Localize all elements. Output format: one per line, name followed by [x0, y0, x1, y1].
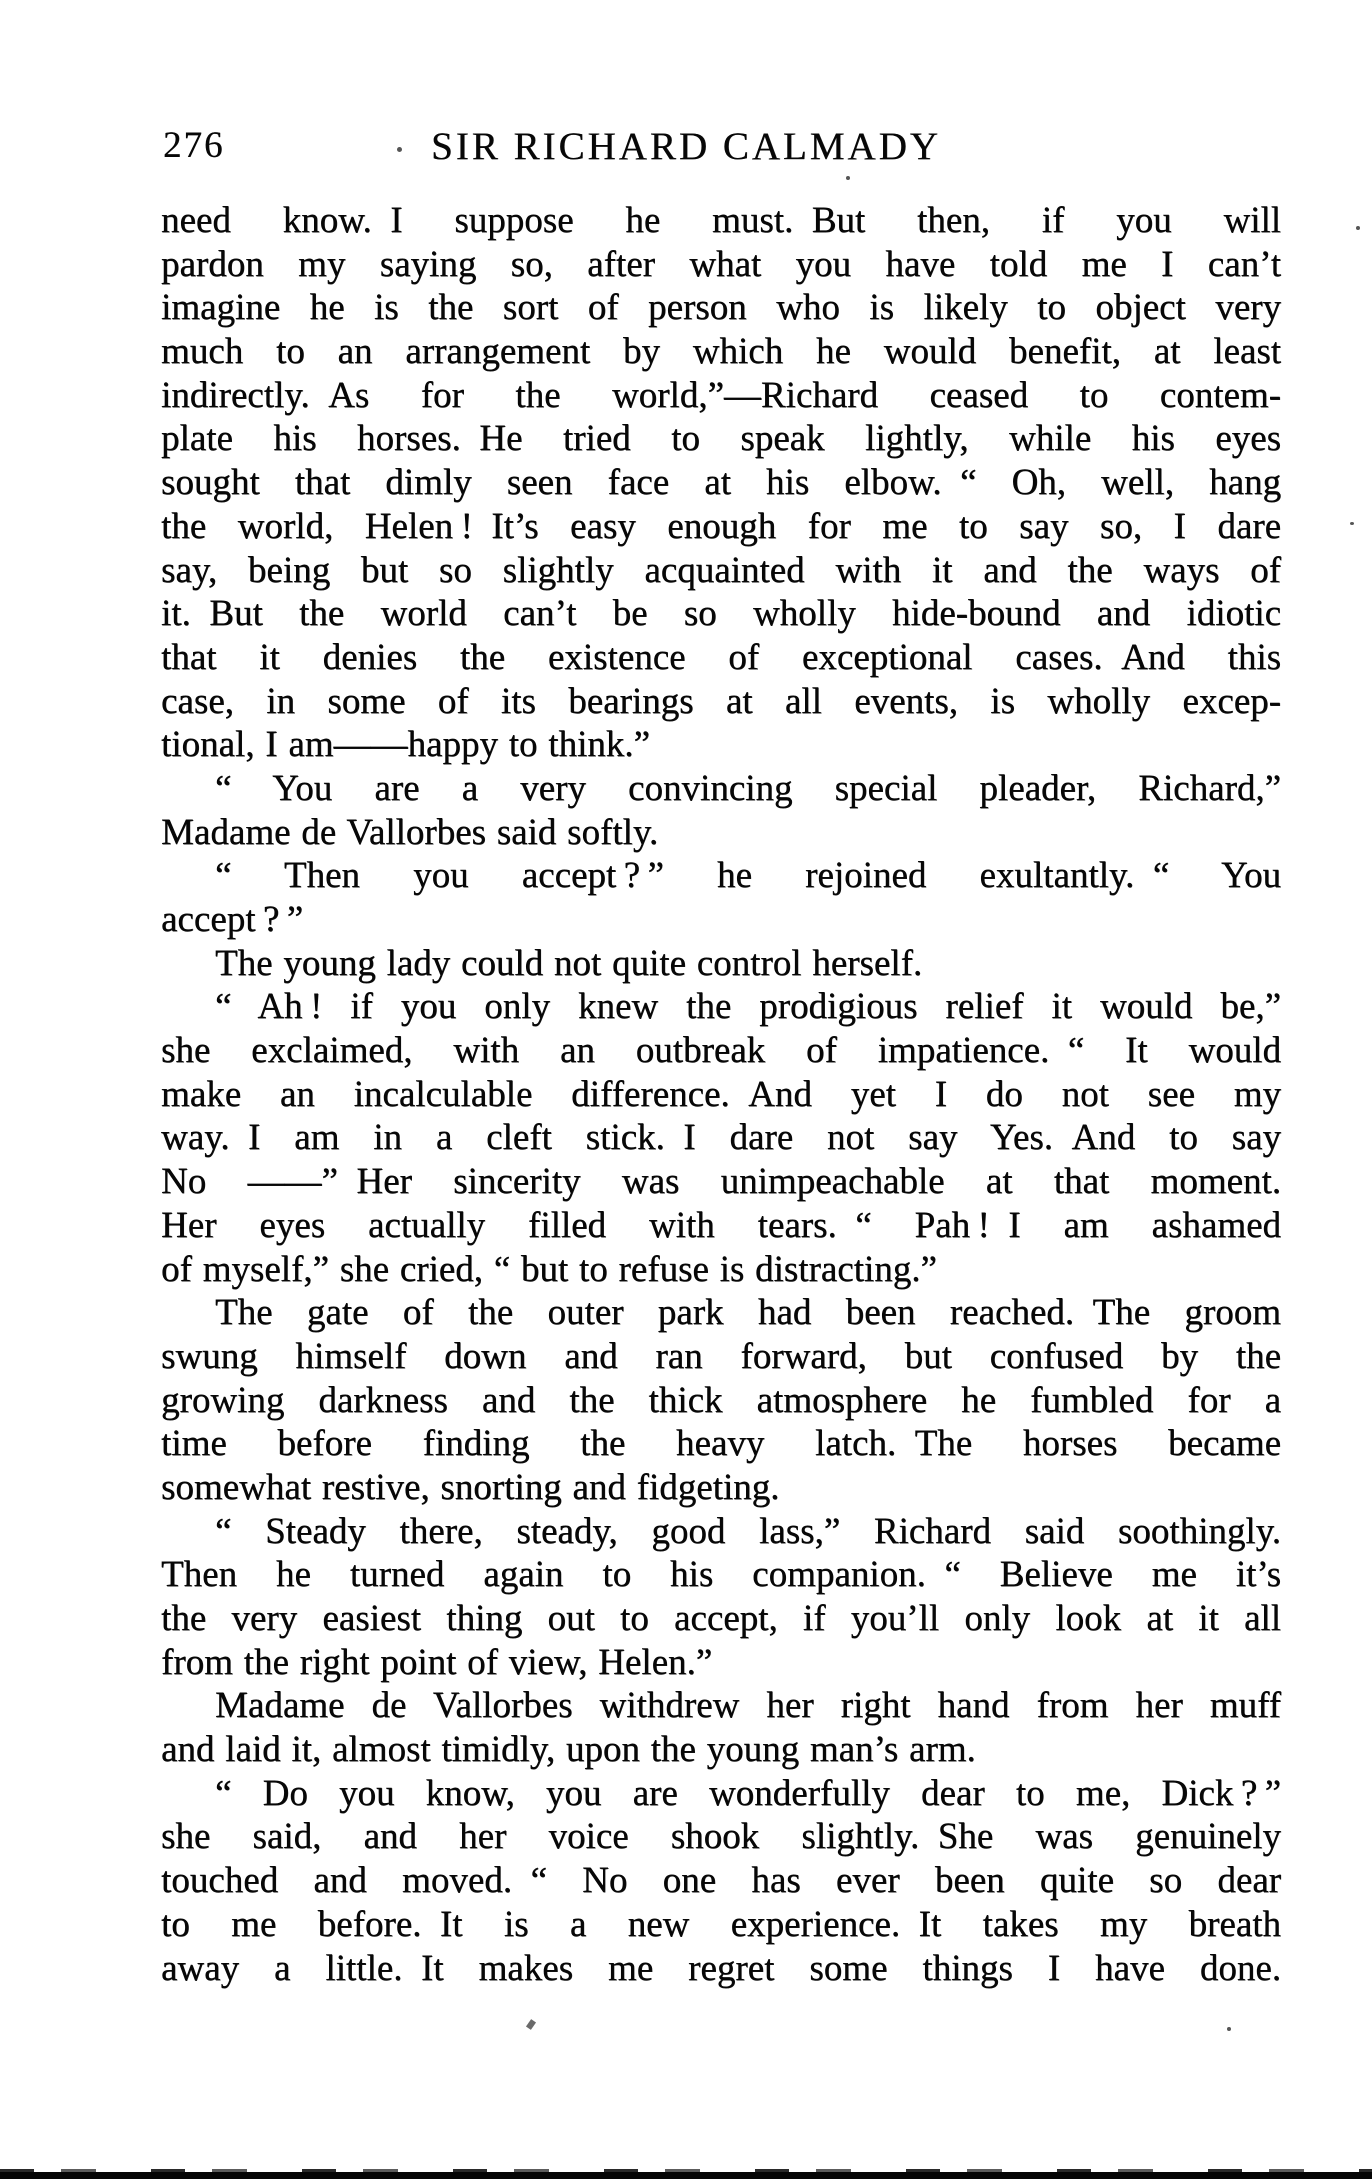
text-line: and laid it, almost timidly, upon the young man’s arm. [161, 1729, 976, 1771]
page-text [161, 199, 1281, 1990]
text-line: need know. I suppose he must. But then, if you will [161, 200, 1281, 241]
text-line: she said, and her voice shook slightly. She was genuinely [161, 1816, 1281, 1858]
text-line: “ Do you know, you are wonderfully dear to me, Dick ? ” [215, 1772, 1281, 1814]
text-line: she exclaimed, with an outbreak of impatience. “ It would [161, 1030, 1281, 1072]
page-header [0, 124, 1372, 172]
text-line: Madame de Vallorbes said softly. [161, 811, 659, 853]
text-line: sought that dimly seen face at his elbow. “ Oh, well, hang [161, 462, 1281, 504]
text-line: accept ? ” [161, 899, 304, 940]
scan-speck [1350, 522, 1354, 525]
text-line: make an incalculable difference. And yet I do not see my [161, 1073, 1281, 1115]
text-line: “ Ah ! if you only knew the prodigious relief it would be,” [215, 986, 1281, 1028]
text-line: “ Then you accept ? ” he rejoined exultantly. “ You [215, 855, 1281, 897]
text-line: No ——” Her sincerity was unimpeachable at that moment. [161, 1161, 1281, 1203]
scan-speck [846, 176, 850, 180]
text-line: The gate of the outer park had been reached. The groom [215, 1292, 1281, 1334]
text-line: The young lady could not quite control herself. [215, 942, 923, 984]
text-line: the very easiest thing out to accept, if you’ll only look at it all [161, 1598, 1281, 1639]
text-line: growing darkness and the thick atmosphere he fumbled for a [161, 1379, 1281, 1421]
text-line: “ Steady there, steady, good lass,” Richard said soothingly. [215, 1510, 1281, 1552]
text-line: it. But the world can’t be so wholly hide-bound and idiotic [161, 593, 1281, 635]
scan-speck [397, 147, 402, 152]
running-title: SIR RICHARD CALMADY [431, 125, 941, 168]
page-number: 276 [163, 125, 225, 166]
text-line: touched and moved. “ No one has ever been quite so dear [161, 1860, 1281, 1902]
text-line: way. I am in a cleft stick. I dare not say Yes. And to say [161, 1117, 1281, 1159]
text-line: of myself,” she cried, “ but to refuse is distracting.” [161, 1248, 937, 1290]
scan-speck [526, 2019, 536, 2030]
text-line: to me before. It is a new experience. It takes my breath [161, 1903, 1281, 1945]
text-line: plate his horses. He tried to speak lightly, while his eyes [161, 418, 1281, 460]
text-line: say, being but so slightly acquainted with it and the ways of [161, 549, 1281, 591]
text-line: somewhat restive, snorting and fidgeting. [161, 1466, 780, 1508]
text-line: “ You are a very convincing special pleader, Richard,” [215, 767, 1281, 809]
text-line: tional, I am——happy to think.” [161, 724, 650, 766]
scan-speck [1356, 226, 1360, 230]
text-line: time before finding the heavy latch. The horses became [161, 1423, 1281, 1465]
text-line: away a little. It makes me regret some things I have done. [161, 1947, 1281, 1989]
text-line: the world, Helen ! It’s easy enough for me to say so, I dare [161, 505, 1281, 547]
text-line: much to an arrangement by which he would benefit, at least [161, 331, 1281, 373]
text-line: pardon my saying so, after what you have told me I can’t [161, 243, 1281, 285]
bottom-scan-artifact [0, 2172, 1372, 2179]
text-line: that it denies the existence of exceptional cases. And this [161, 636, 1281, 678]
text-line: imagine he is the sort of person who is likely to object very [161, 287, 1281, 329]
text-line: case, in some of its bearings at all events, is wholly excep- [161, 680, 1281, 722]
text-line: swung himself down and ran forward, but confused by the [161, 1335, 1281, 1377]
text-line: indirectly. As for the world,”—Richard ceased to contem- [161, 374, 1281, 416]
text-line: from the right point of view, Helen.” [161, 1641, 713, 1683]
text-line: Then he turned again to his companion. “ Believe me it’s [161, 1554, 1281, 1596]
text-line: Her eyes actually filled with tears. “ Pah ! I am ashamed [161, 1204, 1281, 1246]
text-line: Madame de Vallorbes withdrew her right hand from her muff [215, 1685, 1281, 1727]
scan-speck [1227, 2027, 1231, 2031]
